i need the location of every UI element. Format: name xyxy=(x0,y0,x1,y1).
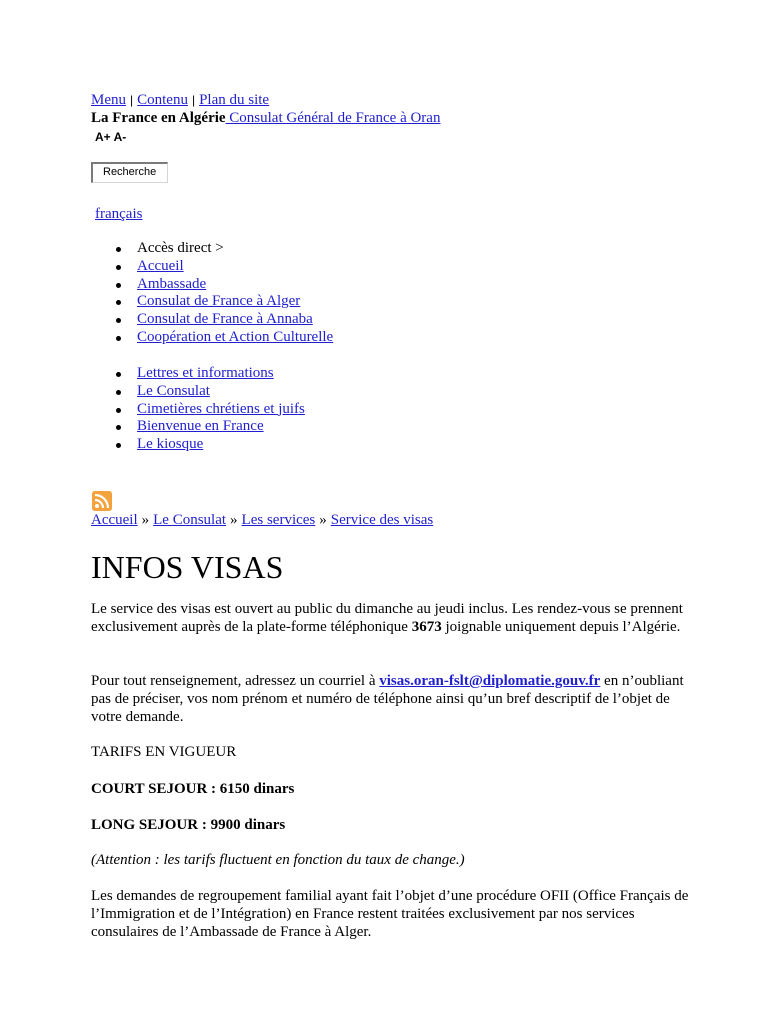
nav-item-cimetieres[interactable] xyxy=(114,401,305,419)
breadcrumb-separator: » xyxy=(230,512,238,528)
site-name: La France en Algérie xyxy=(91,110,226,126)
nav-item-cooperation[interactable] xyxy=(114,329,333,347)
paragraph-text: Pour tout renseignement, adressez un courriel à xyxy=(91,673,380,689)
site-header xyxy=(91,109,440,127)
language-link[interactable]: français xyxy=(95,206,143,222)
nav-item-label[interactable]: Accueil xyxy=(137,257,184,274)
breadcrumb-separator: » xyxy=(319,512,327,528)
nav-item-kiosque[interactable] xyxy=(114,436,305,454)
nav-item-bienvenue[interactable] xyxy=(114,418,305,436)
primary-nav xyxy=(114,240,333,347)
opening-hours-paragraph xyxy=(91,600,691,636)
font-size-controls xyxy=(95,130,126,144)
contenu-link[interactable]: Contenu xyxy=(137,92,188,108)
nav-item-label[interactable]: Le kiosque xyxy=(137,436,204,453)
consulate-link[interactable]: Consulat Général de France à Oran xyxy=(225,110,441,126)
nav-item-consulat-annaba[interactable] xyxy=(114,311,333,329)
long-sejour-price: LONG SEJOUR : 9900 dinars xyxy=(91,817,286,833)
nav-separator: | xyxy=(191,93,196,107)
email-link[interactable]: visas.oran-fslt@diplomatie.gouv.fr xyxy=(379,673,601,689)
search-input[interactable]: Recherche xyxy=(91,162,168,183)
nav-item-label[interactable]: Ambassade xyxy=(137,275,207,292)
nav-item-le-consulat[interactable] xyxy=(114,383,305,401)
court-sejour-price: COURT SEJOUR : 6150 dinars xyxy=(91,781,295,797)
breadcrumb-separator: » xyxy=(141,512,150,528)
top-navigation xyxy=(91,91,269,109)
font-decrease-button[interactable]: A- xyxy=(113,130,127,144)
nav-item-label: Accès direct > xyxy=(137,240,224,256)
phone-number: 3673 xyxy=(411,619,442,635)
nav-item-label[interactable]: Consulat de France à Annaba xyxy=(137,311,313,328)
nav-item-label[interactable]: Bienvenue en France xyxy=(137,418,264,435)
contact-paragraph xyxy=(91,672,691,726)
breadcrumb-le-consulat[interactable]: Le Consulat xyxy=(153,512,227,528)
nav-item-acces-direct xyxy=(114,240,333,258)
nav-separator: | xyxy=(130,93,134,107)
nav-item-label[interactable]: Le Consulat xyxy=(137,382,210,399)
nav-item-label[interactable]: Coopération et Action Culturelle xyxy=(137,328,334,345)
paragraph-text: joignable uniquement depuis l’Algérie. xyxy=(441,619,681,635)
breadcrumb-service-des-visas[interactable]: Service des visas xyxy=(330,512,434,528)
nav-item-label[interactable]: Consulat de France à Alger xyxy=(137,293,301,310)
breadcrumb xyxy=(91,511,433,529)
nav-item-consulat-alger[interactable] xyxy=(114,293,333,311)
paragraph-text: Le service des visas est ouvert au public du dimanche au jeudi inclus. Les rendez-vous se prennent exclusivement auprès de la plate-forme téléphonique xyxy=(91,601,683,635)
attention-note: (Attention : les tarifs fluctuent en fonction du taux de change.) xyxy=(91,852,465,868)
regroupement-paragraph: Les demandes de regroupement familial ayant fait l’objet d’une procédure OFII (Office Français de l’Immigration et de l’Intégration) en France restent traitées exclusivement par nos services consulaires de l’Ambassade de France à Alger. xyxy=(91,888,689,940)
breadcrumb-accueil[interactable]: Accueil xyxy=(91,512,138,528)
secondary-nav xyxy=(114,365,305,454)
breadcrumb-les-services[interactable]: Les services xyxy=(241,512,316,528)
page-title: INFOS VISAS xyxy=(91,549,284,585)
font-increase-button[interactable]: A+ xyxy=(95,130,111,144)
nav-item-ambassade[interactable] xyxy=(114,276,333,294)
nav-item-lettres[interactable] xyxy=(114,365,305,383)
nav-item-accueil[interactable] xyxy=(114,258,333,276)
nav-item-label[interactable]: Cimetières chrétiens et juifs xyxy=(137,400,305,417)
language-switch xyxy=(95,205,142,223)
plan-du-site-link[interactable]: Plan du site xyxy=(199,92,270,108)
tarifs-heading: TARIFS EN VIGUEUR xyxy=(91,744,237,760)
rss-icon[interactable] xyxy=(92,491,112,511)
nav-item-label[interactable]: Lettres et informations xyxy=(137,365,274,381)
menu-link[interactable]: Menu xyxy=(91,92,126,108)
paragraph-text: en n’oubliant pas de préciser, vos nom prénom et numéro de téléphone ainsi qu’un bref descriptif de l’objet de votre demande. xyxy=(91,673,684,725)
